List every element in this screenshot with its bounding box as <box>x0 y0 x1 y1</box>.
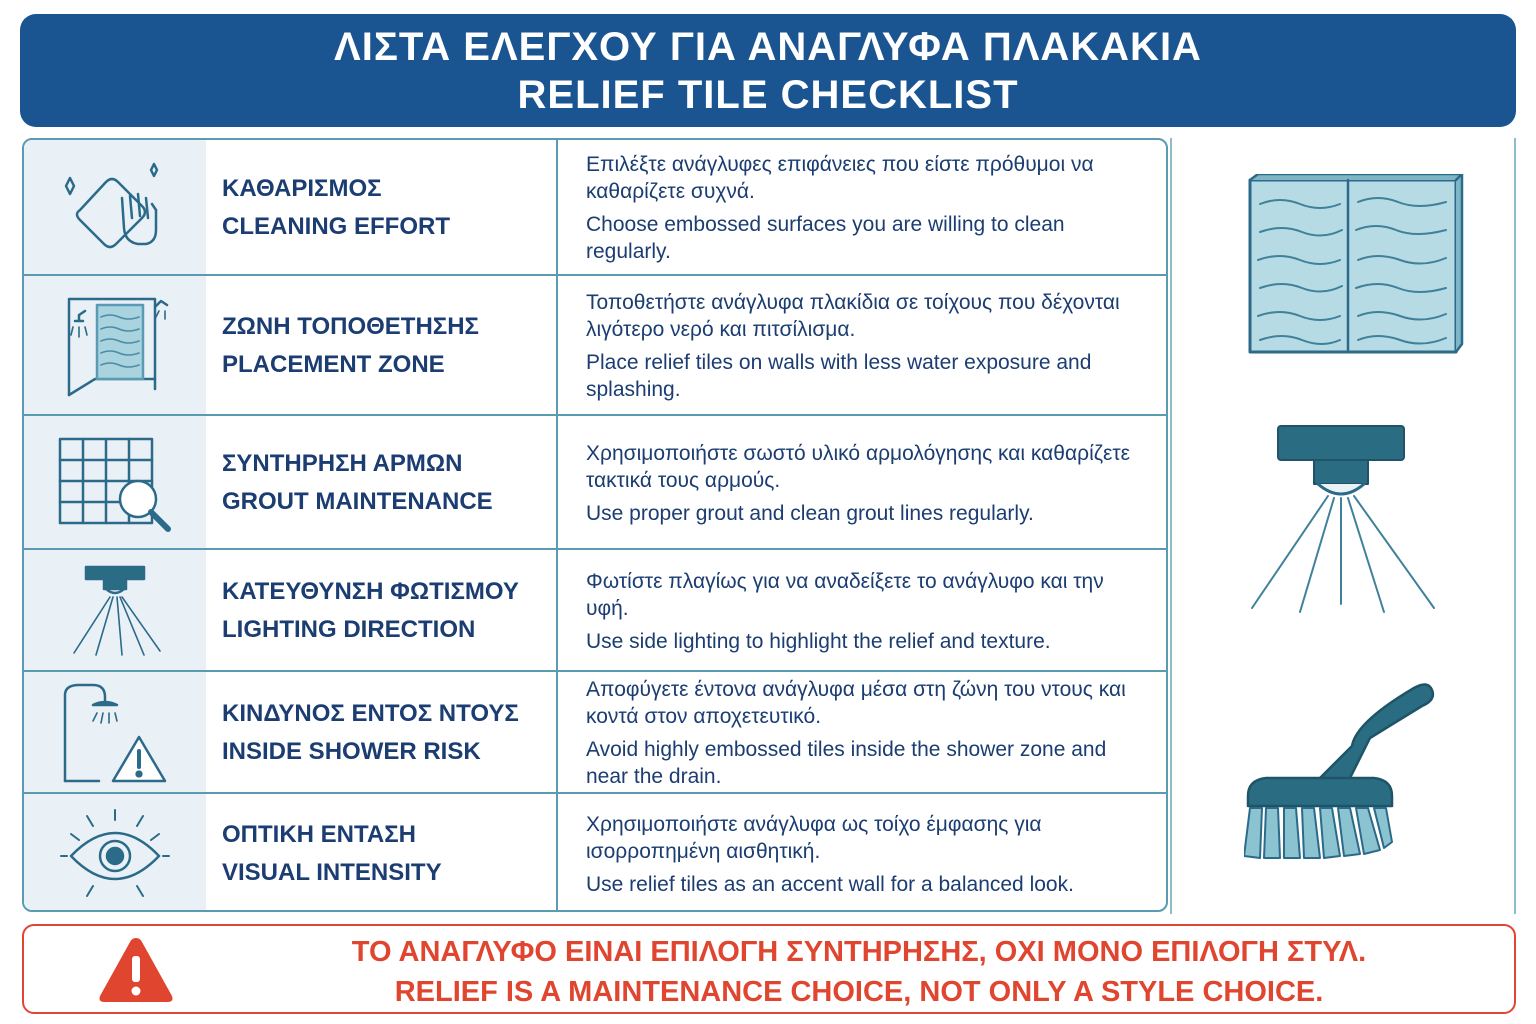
row-icon-cell <box>24 672 206 794</box>
row-description-greek: Αποφύγετε έντονα ανάγλυφα μέσα στη ζώνη του ντους και κοντά στον αποχετευτικό. <box>586 678 1126 728</box>
row-title-cell <box>206 416 558 550</box>
row-icon-cell <box>24 276 206 416</box>
row-icon-cell <box>24 550 206 672</box>
checklist-row-placement <box>24 274 1166 416</box>
row-title-cell <box>206 140 558 276</box>
ceiling-light-icon <box>60 561 170 661</box>
row-description-cell <box>560 276 1166 416</box>
row-title-greek: ΟΠΤΙΚΗ ΕΝΤΑΣΗ <box>222 821 416 848</box>
checklist-row-visual <box>24 792 1166 912</box>
spotlight-icon <box>1244 424 1440 614</box>
footer-message <box>214 932 1504 1012</box>
side-panel-divider <box>1514 138 1516 914</box>
checklist-table <box>22 138 1168 912</box>
row-description-greek: Τοποθετήστε ανάγλυφα πλακίδια σε τοίχους που δέχονται λιγότερο νερό και πιτσίλισμα. <box>586 291 1120 341</box>
side-panel-divider <box>1170 138 1172 914</box>
footer-warning-banner <box>22 924 1516 1014</box>
row-description-cell <box>560 416 1166 550</box>
row-title-english: VISUAL INTENSITY <box>222 859 442 886</box>
row-title-greek: ΚΑΤΕΥΘΥΝΣΗ ΦΩΤΙΣΜΟΥ <box>222 578 519 605</box>
row-description-greek: Επιλέξτε ανάγλυφες επιφάνειες που είστε πρόθυμοι να καθαρίζετε συχνά. <box>586 153 1094 203</box>
checklist-row-lighting <box>24 548 1166 672</box>
row-icon-cell <box>24 416 206 550</box>
row-description-english: Use proper grout and clean grout lines regularly. <box>586 501 1034 525</box>
row-description-english: Use side lighting to highlight the relief and texture. <box>586 629 1051 653</box>
cleaning-hand-icon <box>60 158 170 258</box>
row-description-english: Use relief tiles as an accent wall for a balanced look. <box>586 872 1074 896</box>
row-description-cell <box>560 794 1166 912</box>
scrub-brush-icon <box>1244 678 1454 862</box>
row-title-english: LIGHTING DIRECTION <box>222 616 476 643</box>
row-title-english: INSIDE SHOWER RISK <box>222 738 481 765</box>
shower-wall-icon <box>55 291 175 401</box>
header-title-english: RELIEF TILE CHECKLIST <box>517 72 1019 117</box>
shower-warning-icon <box>55 681 175 785</box>
row-title-english: CLEANING EFFORT <box>222 213 450 240</box>
eye-icon <box>57 806 173 902</box>
relief-tile-icon <box>1240 174 1464 360</box>
grout-magnifier-icon <box>50 433 180 533</box>
row-description-greek: Χρησιμοποιήστε σωστό υλικό αρμολόγησης και καθαρίζετε τακτικά τους αρμούς. <box>586 441 1131 492</box>
row-description-english: Avoid highly embossed tiles inside the shower zone and near the drain. <box>586 738 1107 788</box>
row-description-greek: Φωτίστε πλαγίως για να αναδείξετε το ανάγλυφο και την υφή. <box>586 569 1104 620</box>
checklist-row-cleaning <box>24 140 1166 276</box>
row-icon-cell <box>24 794 206 912</box>
row-title-cell <box>206 794 558 912</box>
row-title-cell <box>206 672 558 794</box>
row-description-greek: Χρησιμοποιήστε ανάγλυφα ως τοίχο έμφασης για ισορροπημένη αισθητική. <box>586 812 1042 863</box>
row-title-greek: ΣΥΝΤΗΡΗΣΗ ΑΡΜΩΝ <box>222 450 463 477</box>
row-description-english: Choose embossed surfaces you are willing to clean regularly. <box>586 213 1065 263</box>
row-title-english: PLACEMENT ZONE <box>222 351 445 378</box>
footer-line-english: RELIEF IS A MAINTENANCE CHOICE, NOT ONLY A STYLE CHOICE. <box>394 976 1324 1008</box>
row-title-cell <box>206 550 558 672</box>
row-title-english: GROUT MAINTENANCE <box>222 488 493 515</box>
row-title-greek: ΖΩΝΗ ΤΟΠΟΘΕΤΗΣΗΣ <box>222 313 479 340</box>
row-description-cell <box>560 672 1166 794</box>
row-description-cell <box>560 550 1166 672</box>
row-title-greek: ΚΙΝΔΥΝΟΣ ΕΝΤΟΣ ΝΤΟΥΣ <box>222 700 519 727</box>
footer-line-greek: ΤΟ ΑΝΑΓΛΥΦΟ ΕΙΝΑΙ ΕΠΙΛΟΓΗ ΣΥΝΤΗΡΗΣΗΣ, ΟΧΙ ΜΟΝΟ ΕΠΙΛΟΓΗ ΣΤΥΛ. <box>351 936 1367 968</box>
warning-triangle-icon <box>96 934 176 1006</box>
header-title-greek: ΛΙΣΤΑ ΕΛΕΓΧΟΥ ΓΙΑ ΑΝΑΓΛΥΦΑ ΠΛΑΚΑΚΙΑ <box>334 24 1202 69</box>
row-title-greek: ΚΑΘΑΡΙΣΜΟΣ <box>222 175 382 202</box>
row-description-cell <box>560 140 1166 276</box>
header-banner <box>20 14 1516 127</box>
row-description-english: Place relief tiles on walls with less water exposure and splashing. <box>586 351 1092 401</box>
row-icon-cell <box>24 140 206 276</box>
checklist-row-shower-risk <box>24 670 1166 794</box>
checklist-row-grout <box>24 414 1166 550</box>
row-title-cell <box>206 276 558 416</box>
